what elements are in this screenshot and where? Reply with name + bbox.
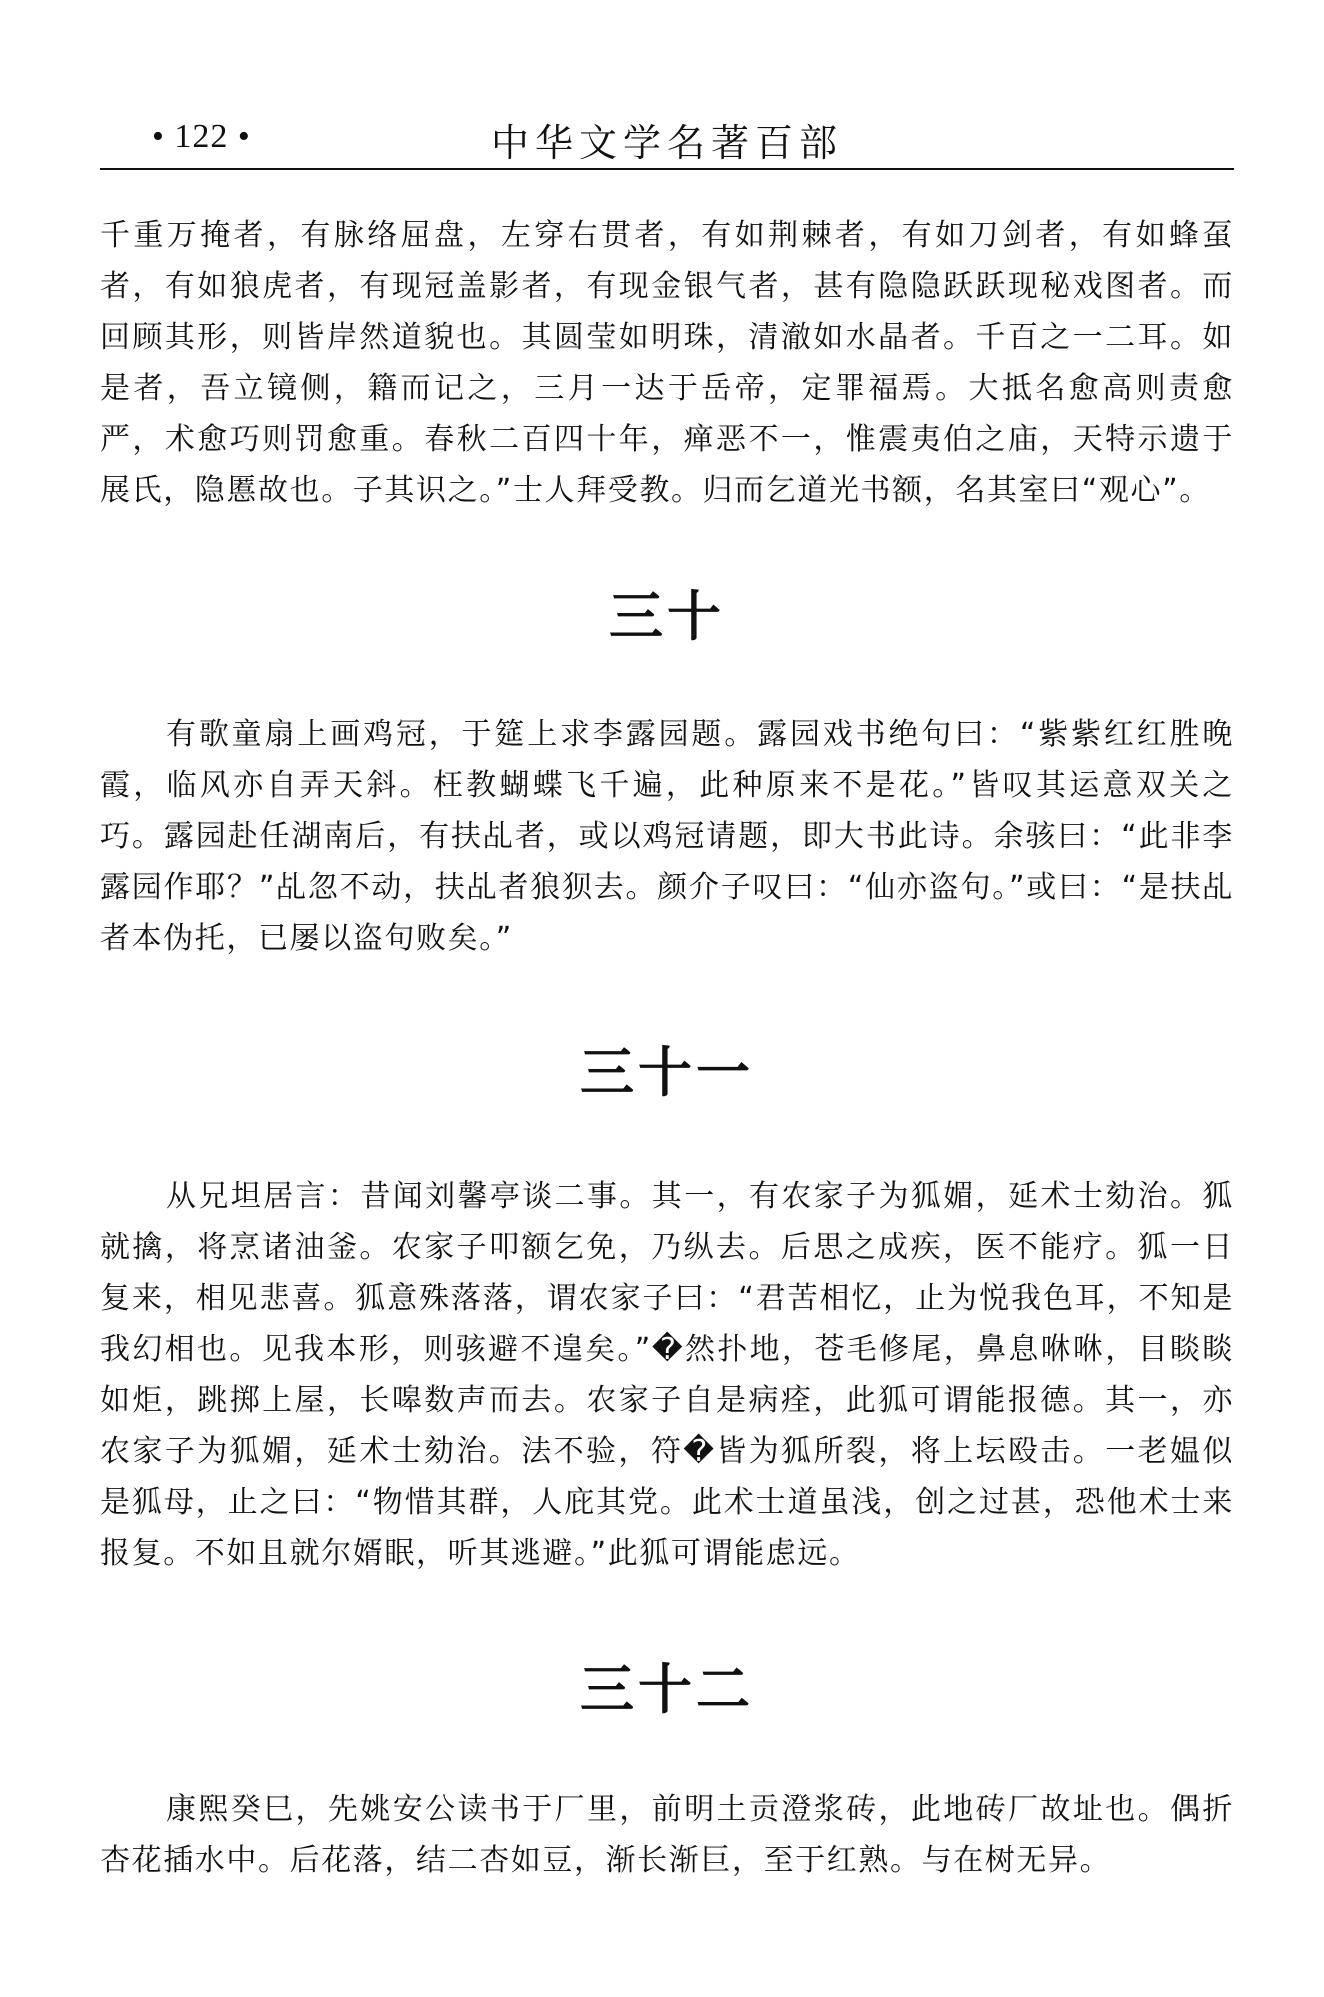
section-heading-30: 三十	[609, 585, 725, 648]
page-header	[100, 108, 1234, 168]
section-paragraph-31: 从兄坦居言：昔闻刘馨亭谈二事。其一，有农家子为狐媚，延术士劾治。狐就擒，将烹诸油釜。农家子叩额乞免，乃纵去。后思之成疾，医不能疗。狐一日复来，相见悲喜。狐意殊落落，谓农家子曰：“君苦相忆，止为悦我色耳，不知是我幻相也。见我本形，则骇避不遑矣。”�然扑地，苍毛修尾，鼻息咻咻，目睒睒如炬，跳掷上屋，长嗥数声而去。农家子自是病痊，此狐可谓能报德。其一，亦农家子为狐媚，延术士劾治。法不验，符�皆为狐所裂，将上坛殴击。一老媪似是狐母，止之曰：“物惜其群，人庇其党。此术士道虽浅，创之过甚，恐他术士来报复。不如且就尔婿眠，听其逃避。”此狐可谓能虑远。	[100, 1179, 1234, 1571]
section-paragraph-32: 康熙癸巳，先姚安公读书于厂里，前明土贡澄浆砖，此地砖厂故址也。偶折杏花插水中。后花落，结二杏如豆，渐长渐巨，至于红熟。与在树无异。	[100, 1792, 1234, 1878]
page-content	[100, 210, 1234, 1886]
section-heading-32: 三十二	[580, 1658, 754, 1721]
page-number: • 122 •	[152, 118, 251, 155]
book-title: 中华文学名著百部	[490, 121, 843, 165]
continued-paragraph: 千重万掩者，有脉络屈盘，左穿右贯者，有如荆棘者，有如刀剑者，有如蜂虿者，有如狼虎者，有现冠盖影者，有现金银气者，甚有隐隐跃跃现秘戏图者。而回顾其形，则皆岸然道貌也。其圆莹如明珠，清澈如水晶者。千百之一二耳。如是者，吾立镜侧，籍而记之，三月一达于岳帝，定罪福焉。大抵名愈高则责愈严，术愈巧则罚愈重。春秋二百四十年，瘅恶不一，惟震夷伯之庙，天特示遗于展氏，隐慝故也。子其识之。”士人拜受教。归而乞道光书额，名其室曰“观心”。	[100, 218, 1234, 508]
section-heading-31: 三十一	[580, 1041, 754, 1104]
header-rule	[100, 168, 1234, 170]
section-paragraph-30: 有歌童扇上画鸡冠，于筵上求李露园题。露园戏书绝句曰：“紫紫红红胜晚霞，临风亦自弄天斜。枉教蝴蝶飞千遍，此种原来不是花。”皆叹其运意双关之巧。露园赴任湖南后，有扶乩者，或以鸡冠请题，即大书此诗。余骇曰：“此非李露园作耶？”乩忽不动，扶乩者狼狈去。颜介子叹曰：“仙亦盗句。”或曰：“是扶乩者本伪托，已屡以盗句败矣。”	[100, 717, 1234, 956]
